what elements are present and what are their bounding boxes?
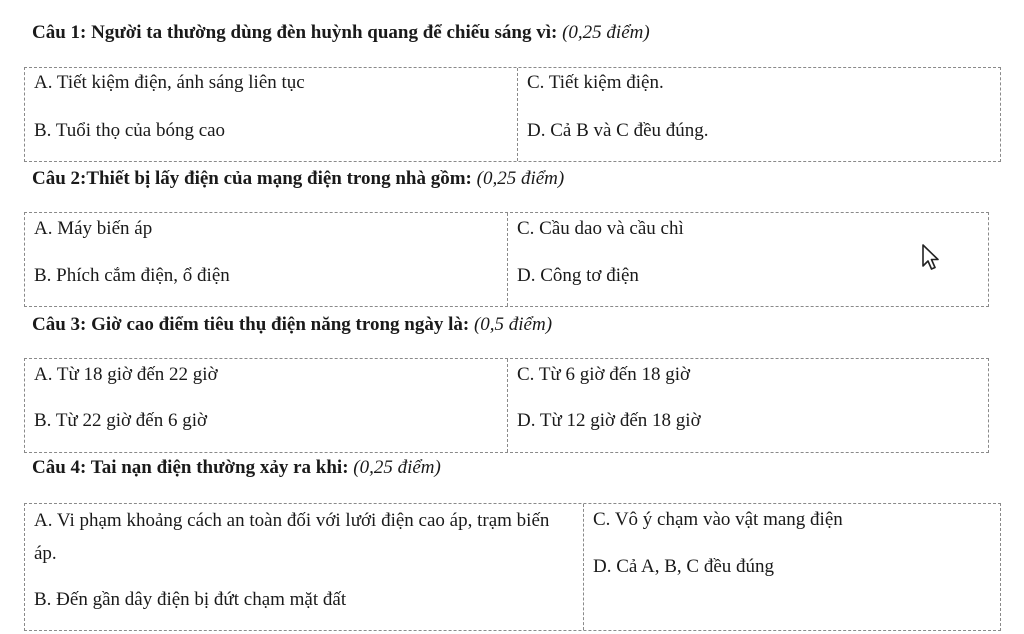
question-4-option-a: A. Vi phạm khoảng cách an toàn đối với lưới điện cao áp, trạm biến áp. — [34, 510, 550, 564]
question-2-points: (0,25 điểm) — [476, 168, 565, 189]
question-4-heading — [32, 456, 441, 480]
question-4-option-c: C. Vô ý chạm vào vật mang điện — [593, 509, 843, 530]
question-2-right-column — [507, 213, 988, 306]
question-1-answers — [24, 67, 1001, 162]
question-2-answers — [24, 212, 989, 307]
question-3-answers — [24, 358, 989, 453]
question-1-heading — [32, 21, 650, 45]
question-2-title: Câu 2:Thiết bị lấy điện của mạng điện trong nhà gồm: — [32, 168, 472, 189]
question-1-title: Câu 1: Người ta thường dùng đèn huỳnh quang để chiếu sáng vì: — [32, 22, 558, 43]
question-4-option-d: D. Cả A, B, C đều đúng — [593, 556, 775, 577]
question-3-option-a: A. Từ 18 giờ đến 22 giờ — [34, 364, 218, 385]
question-2-option-c: C. Cầu dao và cầu chì — [517, 218, 684, 239]
question-2-option-a: A. Máy biến áp — [34, 218, 153, 239]
question-2-option-d: D. Công tơ điện — [517, 265, 639, 286]
question-1-points: (0,25 điểm) — [562, 22, 650, 43]
question-1-option-d: D. Cả B và C đều đúng. — [527, 120, 709, 141]
question-1-option-b: B. Tuổi thọ của bóng cao — [34, 120, 226, 141]
question-2-left-column — [25, 213, 507, 306]
question-2-option-b: B. Phích cắm điện, ổ điện — [34, 265, 230, 286]
question-3-left-column — [25, 359, 507, 452]
question-2-heading — [32, 167, 564, 191]
question-1-right-column — [517, 68, 1000, 161]
question-4-answers — [24, 503, 1001, 631]
question-1-option-c: C. Tiết kiệm điện. — [527, 72, 664, 93]
question-4-option-b: B. Đến gần dây điện bị đứt chạm mặt đất — [34, 589, 347, 610]
mouse-pointer-icon — [921, 244, 941, 272]
question-3-right-column — [507, 359, 988, 452]
question-1-left-column — [25, 68, 517, 161]
question-3-points: (0,5 điểm) — [473, 314, 553, 335]
question-4-left-column — [25, 504, 583, 630]
question-3-heading — [32, 313, 552, 337]
question-3-title: Câu 3: Giờ cao điểm tiêu thụ điện năng trong ngày là: — [32, 314, 470, 335]
question-3-option-d: D. Từ 12 giờ đến 18 giờ — [517, 410, 701, 431]
question-3-option-b: B. Từ 22 giờ đến 6 giờ — [34, 410, 208, 431]
question-4-right-column — [583, 504, 1000, 630]
question-1-option-a: A. Tiết kiệm điện, ánh sáng liên tục — [34, 72, 305, 93]
question-3-option-c: C. Từ 6 giờ đến 18 giờ — [517, 364, 691, 385]
question-4-title: Câu 4: Tai nạn điện thường xảy ra khi: — [32, 457, 349, 478]
question-4-points: (0,25 điểm) — [353, 457, 441, 478]
